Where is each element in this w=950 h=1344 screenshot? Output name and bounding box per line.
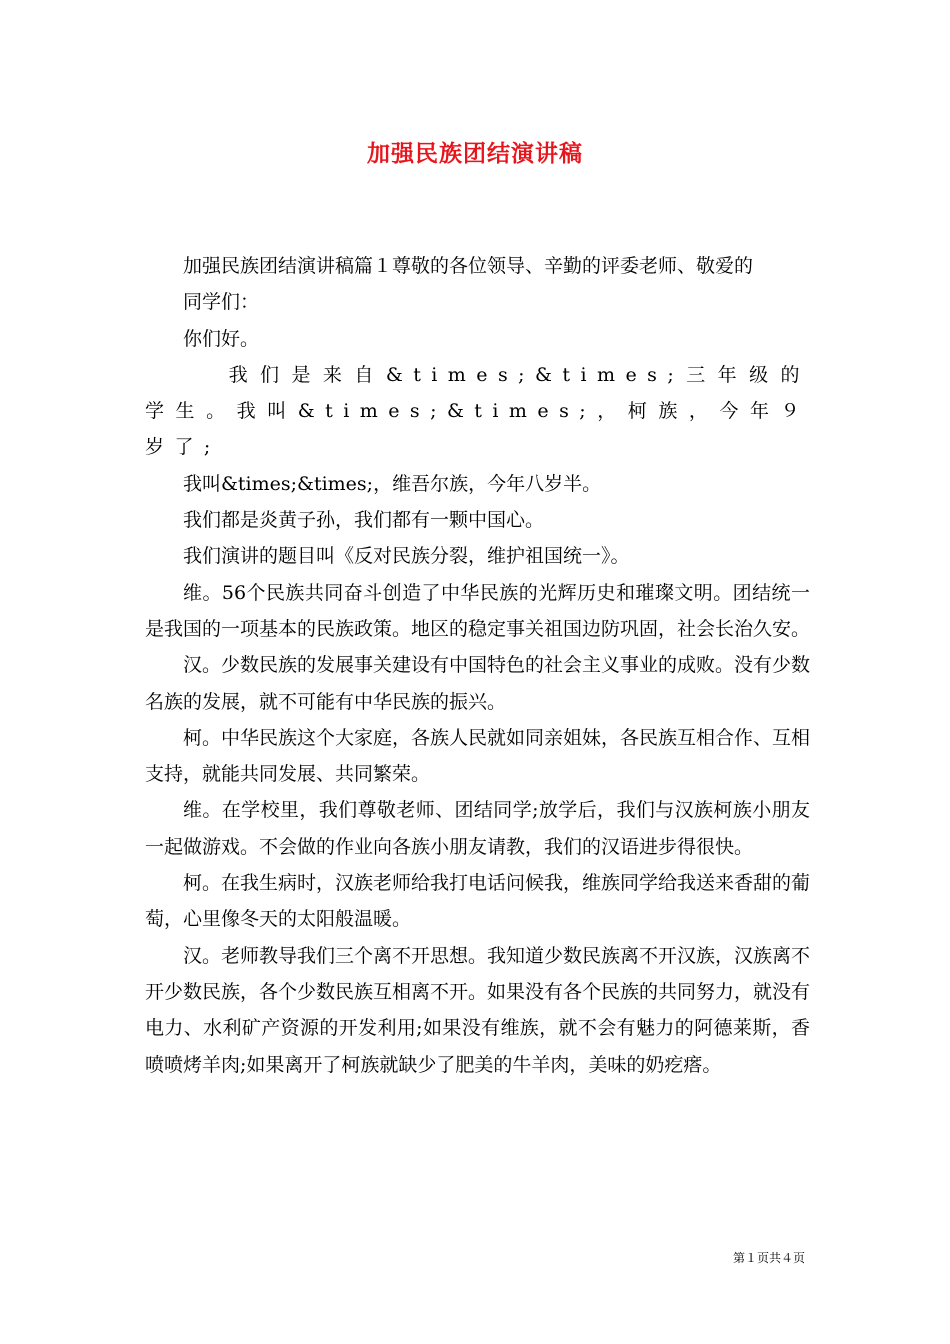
paragraph-han-1: 汉。少数民族的发展事关建设有中国特色的社会主义事业的成败。没有少数名族的发展，就不可能有中华民族的振兴。 (145, 654, 811, 713)
page-number-footer: 第１页共４页 (732, 1251, 805, 1265)
paragraph-intro-2: 我叫&times;&times;，维吾尔族，今年八岁半。 (183, 472, 602, 495)
paragraph-ke-1: 柯。中华民族这个大家庭，各族人民就如同亲姐妹，各民族互相合作、互相支持，就能共同发展、共同繁荣。 (145, 726, 811, 786)
paragraph-greeting-students: 同学们： (183, 291, 260, 314)
paragraph-speech-topic: 我们演讲的题目叫《反对民族分裂，维护祖国统一》。 (183, 545, 630, 568)
paragraph-ke-2: 柯。在我生病时，汉族老师给我打电话问候我，维族同学给我送来香甜的葡萄，心里像冬天的太阳般温暖。 (145, 872, 811, 931)
paragraph-han-2: 汉。老师教导我们三个离不开思想。我知道少数民族离不开汉族，汉族离不开少数民族，各个少数民族互相离不开。如果没有各个民族的共同努力，就没有电力、水利矿产资源的开发利用;如果没有维族，就不会有魅力的阿德莱斯，香喷喷烤羊肉;如果离开了柯族就缺少了肥美的牛羊肉，美味的奶疙瘩。 (145, 944, 811, 1076)
paragraph-chinese-heart: 我们都是炎黄子孙，我们都有一颗中国心。 (183, 509, 545, 532)
document-title: 加强民族团结演讲稿 (367, 140, 583, 167)
paragraph-wei-1: 维。56个民族共同奋斗创造了中华民族的光辉历史和璀璨文明。团结统一是我国的一项基本的民族政策。地区的稳定事关祖国边防巩固，社会长治久安。 (145, 581, 811, 640)
paragraph-hello: 你们好。 (183, 327, 260, 350)
document-body (145, 248, 810, 1083)
paragraph-intro-1: 我们是来自&times;&times;三年级的学生。我叫&times;&times;，柯族，今年９岁了; (145, 363, 810, 459)
paragraph-opening: 加强民族团结演讲稿篇１尊敬的各位领导、辛勤的评委老师、敬爱的 (183, 255, 754, 277)
paragraph-wei-2: 维。在学校里，我们尊敬老师、团结同学;放学后，我们与汉族柯族小朋友一起做游戏。不会做的作业向各族小朋友请教，我们的汉语进步得很快。 (145, 799, 810, 858)
